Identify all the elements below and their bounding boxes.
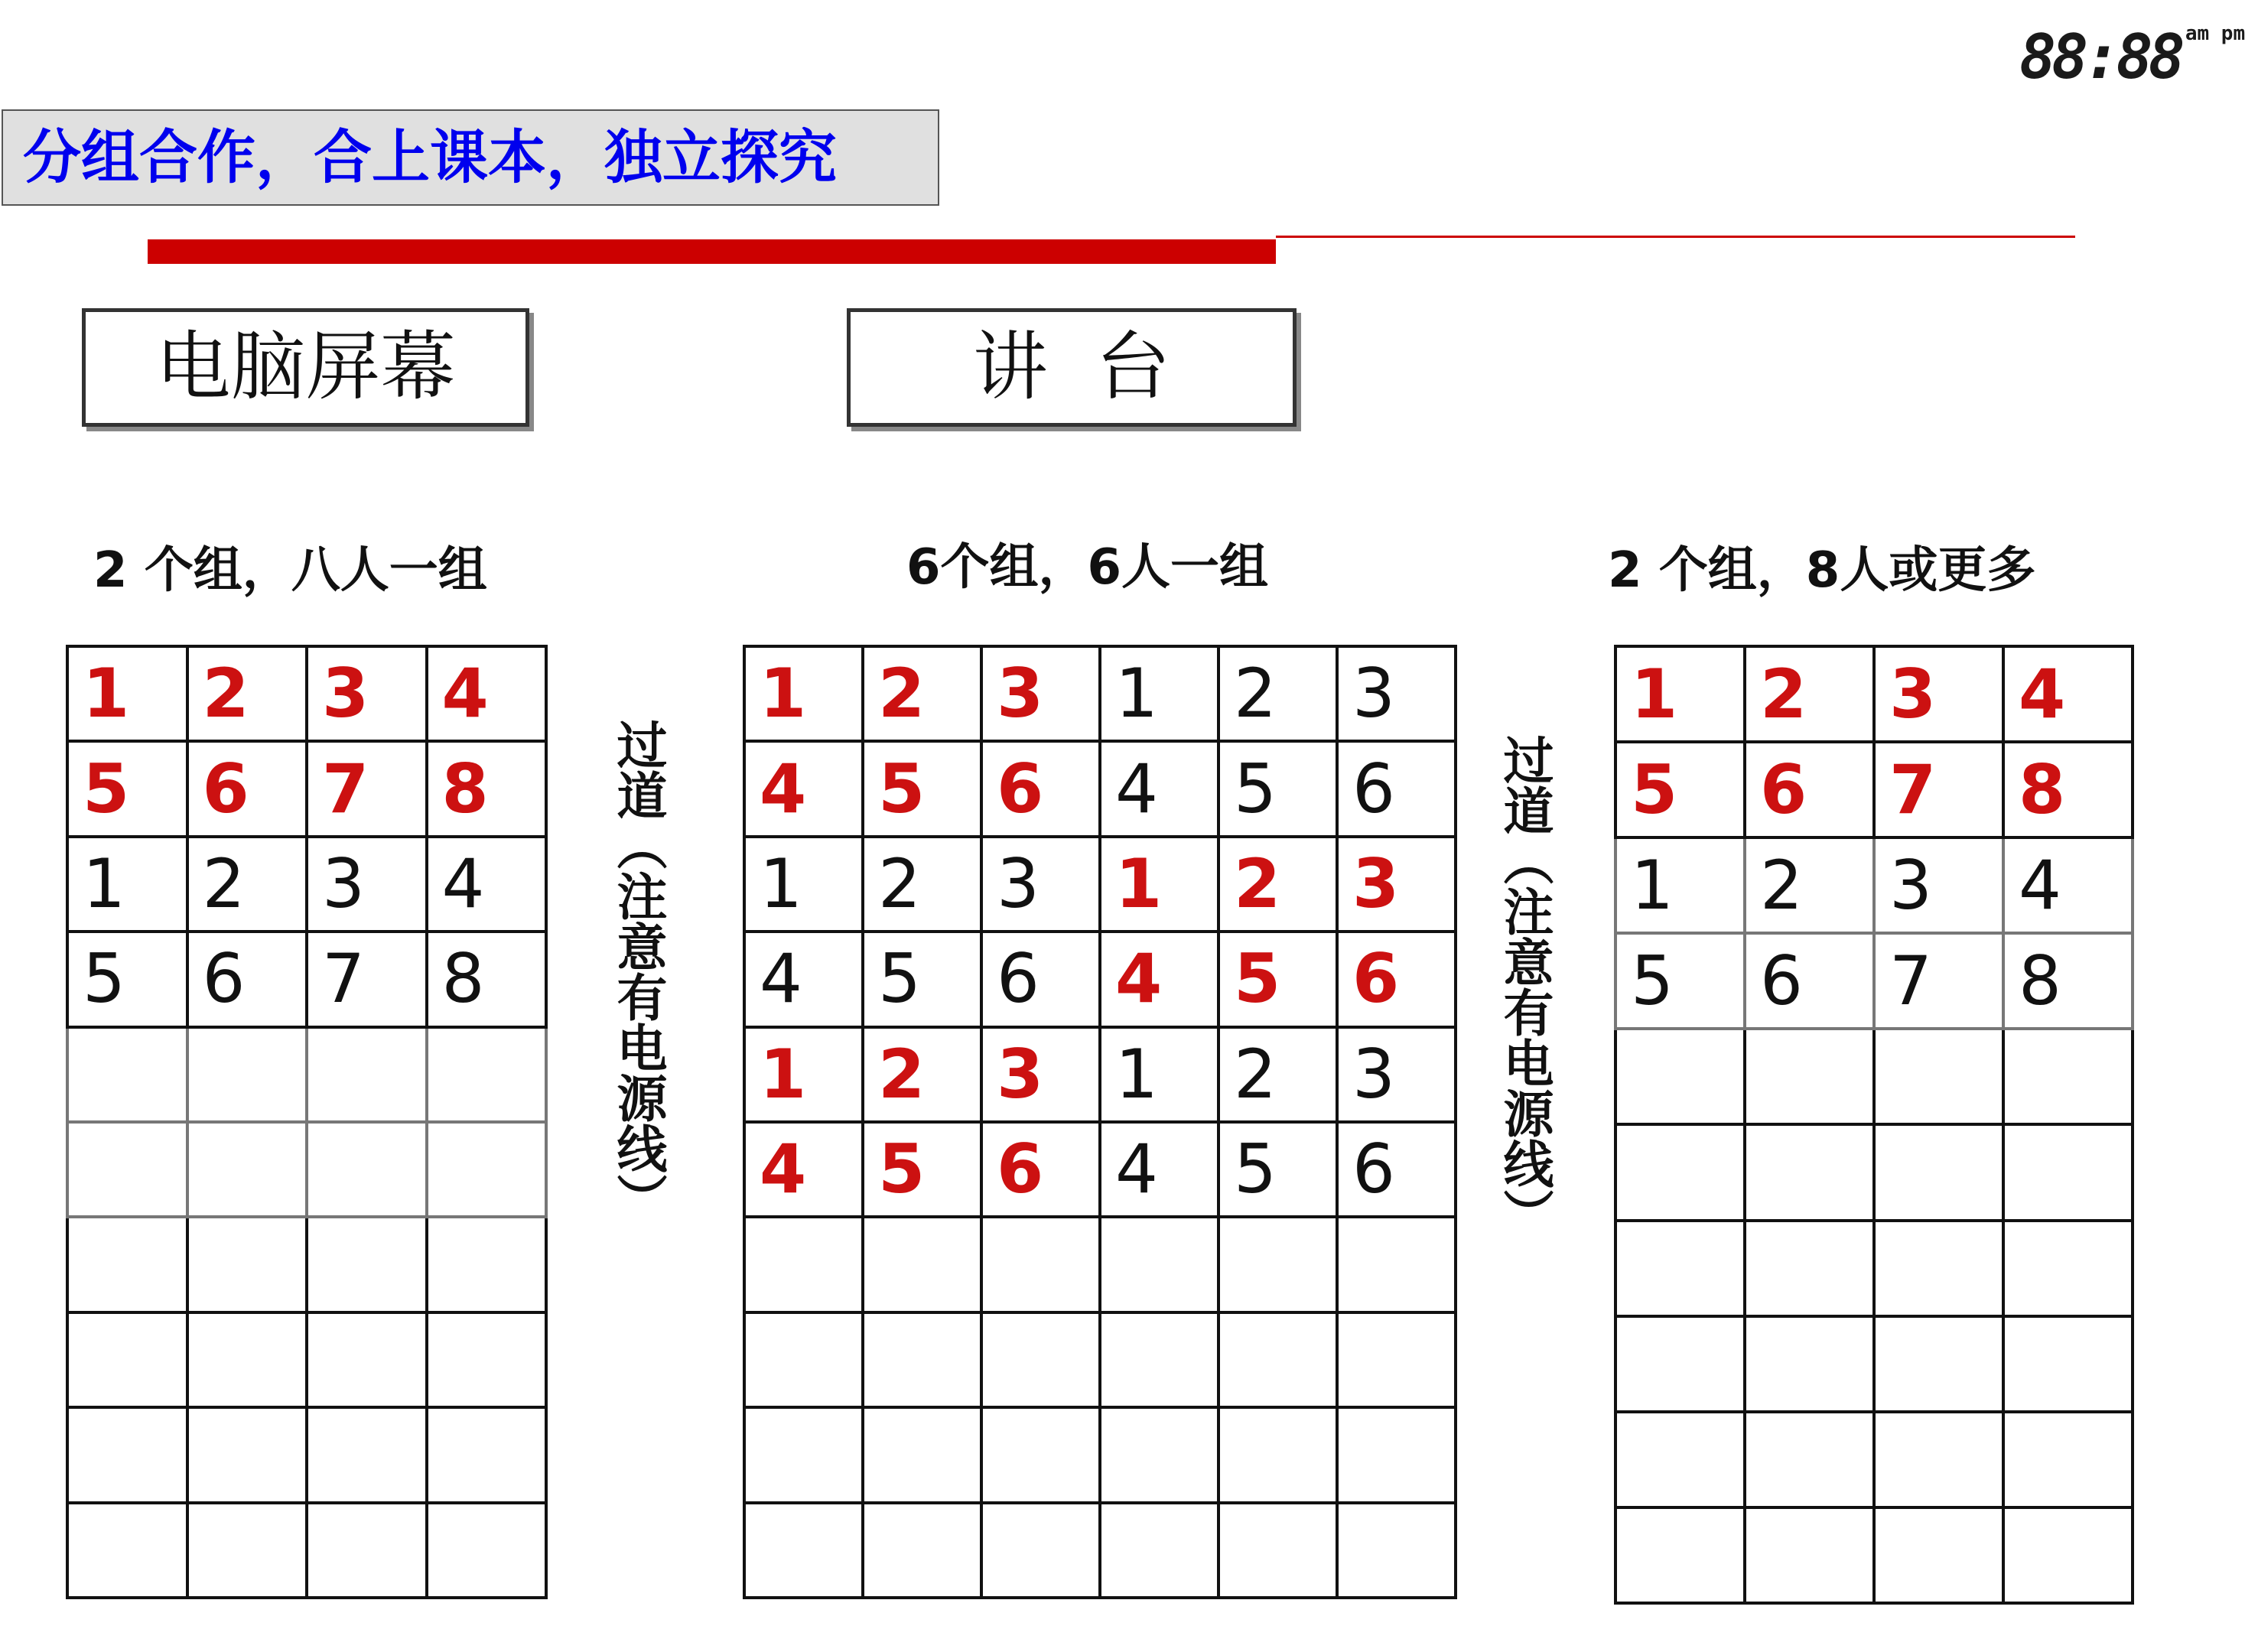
seat-cell [2003, 646, 2133, 742]
seat-cell [67, 1027, 187, 1122]
seat-cell [2003, 1221, 2133, 1316]
title-rule-thick [148, 239, 1276, 264]
seat-cell [187, 1312, 307, 1407]
seat-row [1615, 646, 2133, 742]
seat-row [67, 1122, 546, 1217]
seat-number: 4 [760, 749, 807, 828]
seat-number: 6 [997, 1130, 1044, 1209]
seat-cell [1615, 742, 1745, 837]
seat-cell [427, 837, 547, 932]
seat-cell [1100, 646, 1218, 741]
seat-cell [2003, 1029, 2133, 1124]
seat-cell [307, 932, 427, 1026]
seat-cell [981, 1503, 1100, 1598]
seat-cell [863, 1027, 981, 1122]
seat-cell [1100, 837, 1218, 932]
seat-number: 5 [1234, 939, 1281, 1019]
seat-cell [67, 1122, 187, 1217]
seat-number: 8 [441, 749, 489, 828]
seat-cell [187, 1027, 307, 1122]
seat-row [1615, 1221, 2133, 1316]
seat-row [67, 1503, 546, 1598]
seat-number: 1 [760, 844, 802, 923]
seat-number: 3 [322, 844, 365, 923]
seat-cell [1337, 932, 1456, 1026]
clock-ampm: am pm [2185, 22, 2245, 45]
seat-cell [1337, 646, 1456, 741]
seat-row [744, 1312, 1456, 1407]
seat-cell [187, 1122, 307, 1217]
seat-number: 3 [1352, 654, 1395, 733]
seat-cell [1100, 741, 1218, 836]
seat-number: 1 [1115, 654, 1158, 733]
seat-number: 5 [83, 939, 125, 1019]
seat-cell [863, 646, 981, 741]
seat-cell [187, 741, 307, 836]
seat-cell [1100, 1503, 1218, 1598]
seat-cell [427, 741, 547, 836]
caption-middle: 6个组，6人一组 [906, 539, 1269, 596]
seat-row [744, 1217, 1456, 1312]
seat-cell [1615, 1029, 1745, 1124]
seat-number: 1 [760, 1034, 807, 1114]
seat-row [1615, 1029, 2133, 1124]
seating-grid-left [66, 645, 548, 1599]
seat-number: 2 [878, 1034, 926, 1114]
seat-cell [1874, 1221, 2003, 1316]
title-banner [2, 109, 939, 206]
caption-right: 2 个组，8人或更多 [1608, 542, 2036, 599]
clock-display [2019, 21, 2245, 93]
seat-number: 8 [2019, 750, 2066, 829]
seat-number: 3 [997, 844, 1040, 923]
seat-cell [307, 837, 427, 932]
seat-cell [307, 1312, 427, 1407]
seat-cell [427, 1407, 547, 1502]
seat-cell [744, 741, 863, 836]
seat-cell [863, 1312, 981, 1407]
seat-cell [187, 932, 307, 1026]
seat-row [67, 837, 546, 932]
clock-time: 88:88 [2019, 21, 2181, 93]
seat-number: 7 [322, 939, 365, 1019]
seat-number: 5 [878, 749, 926, 828]
seat-cell [863, 932, 981, 1026]
seat-cell [307, 1122, 427, 1217]
seat-number: 3 [1889, 654, 1937, 733]
seat-cell [1745, 742, 1874, 837]
seat-cell [744, 837, 863, 932]
seat-cell [67, 932, 187, 1026]
seat-number: 4 [2019, 845, 2061, 925]
seat-number: 2 [202, 844, 246, 923]
seat-cell [427, 1312, 547, 1407]
seat-cell [67, 1217, 187, 1312]
seating-grid-middle [743, 645, 1457, 1599]
seat-cell [1337, 1407, 1456, 1502]
seat-cell [1337, 1312, 1456, 1407]
title-rule-thin [1276, 236, 2075, 238]
seat-cell [1337, 1503, 1456, 1598]
seat-row [744, 1027, 1456, 1122]
seat-cell [1615, 1507, 1745, 1603]
seat-cell [1874, 837, 2003, 933]
seat-cell [67, 1312, 187, 1407]
seat-cell [2003, 1412, 2133, 1507]
seat-row [744, 1503, 1456, 1598]
seat-cell [2003, 933, 2133, 1029]
seat-number: 5 [1631, 941, 1674, 1020]
seat-cell [67, 1503, 187, 1598]
seat-row [1615, 1124, 2133, 1220]
seat-cell [1745, 1029, 1874, 1124]
seat-number: 4 [2019, 654, 2066, 733]
seat-cell [1218, 1217, 1337, 1312]
seat-number: 3 [1352, 1034, 1395, 1114]
seat-cell [1745, 1412, 1874, 1507]
seat-cell [1615, 933, 1745, 1029]
seat-number: 5 [1631, 750, 1678, 829]
seat-cell [1218, 1027, 1337, 1122]
seat-number: 3 [322, 654, 369, 733]
seat-row [744, 837, 1456, 932]
seat-cell [1100, 1407, 1218, 1502]
seat-number: 6 [997, 939, 1040, 1019]
seat-cell [1615, 1412, 1745, 1507]
seat-cell [981, 1407, 1100, 1502]
seat-number: 2 [1234, 1034, 1277, 1114]
seat-cell [744, 1027, 863, 1122]
seat-number: 6 [997, 749, 1044, 828]
seat-cell [1100, 1217, 1218, 1312]
seat-cell [1218, 1122, 1337, 1217]
seat-number: 1 [1631, 654, 1678, 733]
seat-cell [187, 646, 307, 741]
seat-number: 2 [1234, 844, 1281, 923]
seat-cell [307, 1503, 427, 1598]
seat-number: 7 [1889, 750, 1937, 829]
seat-number: 3 [1352, 844, 1400, 923]
seat-cell [67, 1407, 187, 1502]
seat-cell [1218, 646, 1337, 741]
seat-number: 1 [83, 654, 130, 733]
seat-number: 2 [878, 844, 921, 923]
seat-cell [2003, 1316, 2133, 1412]
seat-number: 4 [760, 1130, 807, 1209]
seat-cell [744, 1122, 863, 1217]
seat-cell [427, 932, 547, 1026]
seat-row [1615, 1316, 2133, 1412]
seat-cell [2003, 1507, 2133, 1603]
seat-number: 4 [1115, 939, 1163, 1019]
seat-row [67, 1027, 546, 1122]
seat-row [67, 1312, 546, 1407]
seat-cell [863, 1407, 981, 1502]
seat-cell [1337, 1217, 1456, 1312]
seat-number: 4 [1115, 1130, 1158, 1209]
seat-cell [307, 1027, 427, 1122]
seat-cell [1100, 1312, 1218, 1407]
seat-cell [744, 932, 863, 1026]
seat-number: 1 [760, 654, 807, 733]
seat-cell [744, 1312, 863, 1407]
seat-cell [1218, 932, 1337, 1026]
seat-number: 5 [1234, 1130, 1277, 1209]
seat-number: 6 [1760, 750, 1807, 829]
seat-number: 1 [1115, 1034, 1158, 1114]
seat-cell [307, 741, 427, 836]
podium-text: 讲 台 [972, 324, 1171, 411]
seat-cell [1615, 1316, 1745, 1412]
seat-cell [1874, 1316, 2003, 1412]
seat-row [1615, 1507, 2133, 1603]
seat-cell [427, 1503, 547, 1598]
computer-screen-text: 电脑屏幕 [155, 324, 456, 411]
seat-cell [307, 1217, 427, 1312]
seat-cell [1100, 1027, 1218, 1122]
seat-number: 6 [202, 749, 249, 828]
seat-number: 4 [441, 654, 489, 733]
seat-cell [1615, 646, 1745, 742]
seat-cell [981, 1122, 1100, 1217]
seat-cell [981, 1312, 1100, 1407]
seat-cell [307, 1407, 427, 1502]
seat-cell [863, 1503, 981, 1598]
seat-number: 2 [202, 654, 249, 733]
seat-row [67, 1407, 546, 1502]
seat-cell [1615, 1124, 1745, 1220]
seat-number: 7 [1889, 941, 1932, 1020]
seat-cell [1745, 646, 1874, 742]
seat-cell [187, 837, 307, 932]
banner-text: 分组合作，合上课本，独立探究 [23, 123, 837, 191]
seat-row [744, 646, 1456, 741]
seat-cell [1615, 1221, 1745, 1316]
seat-number: 1 [83, 844, 125, 923]
seat-number: 5 [878, 939, 921, 1019]
seat-cell [744, 646, 863, 741]
seat-number: 1 [1115, 844, 1163, 923]
seat-cell [67, 741, 187, 836]
seat-number: 2 [1234, 654, 1277, 733]
seat-cell [1745, 1316, 1874, 1412]
seat-row [67, 932, 546, 1026]
seat-cell [981, 837, 1100, 932]
seat-number: 7 [322, 749, 369, 828]
seat-cell [1745, 1124, 1874, 1220]
seat-number: 2 [1760, 654, 1807, 733]
seat-cell [863, 1217, 981, 1312]
seat-number: 3 [1889, 845, 1932, 925]
seat-cell [1874, 646, 2003, 742]
seat-cell [427, 646, 547, 741]
seat-cell [744, 1217, 863, 1312]
seat-cell [1874, 1412, 2003, 1507]
seat-cell [2003, 1124, 2133, 1220]
seat-number: 4 [1115, 749, 1158, 828]
seat-number: 8 [2019, 941, 2061, 1020]
seat-cell [1337, 1122, 1456, 1217]
seat-row [1615, 742, 2133, 837]
seat-cell [1337, 837, 1456, 932]
seat-cell [187, 1503, 307, 1598]
seat-row [1615, 1412, 2133, 1507]
seat-row [744, 741, 1456, 836]
seat-row [744, 1407, 1456, 1502]
seat-cell [1218, 1312, 1337, 1407]
seat-cell [427, 1122, 547, 1217]
seat-row [1615, 933, 2133, 1029]
seat-number: 8 [441, 939, 485, 1019]
seat-cell [1874, 1507, 2003, 1603]
seat-number: 5 [83, 749, 130, 828]
seat-cell [1218, 741, 1337, 836]
seat-cell [981, 646, 1100, 741]
seat-number: 6 [1352, 939, 1400, 1019]
seat-cell [1337, 741, 1456, 836]
seat-row [1615, 837, 2133, 933]
seat-cell [744, 1407, 863, 1502]
seat-cell [1874, 933, 2003, 1029]
seat-number: 4 [760, 939, 802, 1019]
seat-cell [863, 837, 981, 932]
seat-cell [1218, 1503, 1337, 1598]
seat-number: 2 [878, 654, 926, 733]
seat-row [744, 932, 1456, 1026]
seat-number: 2 [1760, 845, 1803, 925]
seat-cell [981, 932, 1100, 1026]
seat-cell [1874, 1029, 2003, 1124]
seat-cell [744, 1503, 863, 1598]
seat-number: 3 [997, 1034, 1044, 1114]
seat-number: 5 [878, 1130, 926, 1209]
seat-cell [1745, 1221, 1874, 1316]
seating-grid-right [1614, 645, 2134, 1605]
seat-row [744, 1122, 1456, 1217]
seat-number: 5 [1234, 749, 1277, 828]
seat-cell [187, 1407, 307, 1502]
seat-row [67, 741, 546, 836]
seat-number: 1 [1631, 845, 1674, 925]
seat-number: 4 [441, 844, 485, 923]
seat-cell [2003, 837, 2133, 933]
seat-cell [863, 1122, 981, 1217]
seat-cell [67, 837, 187, 932]
seat-cell [981, 1027, 1100, 1122]
seat-number: 6 [1760, 941, 1803, 1020]
seat-number: 6 [202, 939, 246, 1019]
seat-cell [1218, 1407, 1337, 1502]
seat-cell [1874, 742, 2003, 837]
seat-cell [1337, 1027, 1456, 1122]
seat-number: 3 [997, 654, 1044, 733]
seat-cell [427, 1217, 547, 1312]
seat-cell [981, 741, 1100, 836]
seat-cell [1745, 933, 1874, 1029]
seat-cell [67, 646, 187, 741]
seat-number: 6 [1352, 1130, 1395, 1209]
podium-label [847, 308, 1297, 427]
seat-cell [1615, 837, 1745, 933]
seat-cell [307, 646, 427, 741]
computer-screen-label [82, 308, 529, 427]
seat-cell [1100, 932, 1218, 1026]
seat-cell [863, 741, 981, 836]
aisle-label-right: 过道（注意有电源线） [1495, 734, 1554, 1239]
seat-number: 6 [1352, 749, 1395, 828]
seat-cell [1218, 837, 1337, 932]
seat-cell [1745, 837, 1874, 933]
seat-cell [187, 1217, 307, 1312]
seat-cell [1100, 1122, 1218, 1217]
seat-row [67, 646, 546, 741]
seat-cell [1745, 1507, 1874, 1603]
seat-cell [981, 1217, 1100, 1312]
seat-cell [2003, 742, 2133, 837]
aisle-label-left: 过道（注意有电源线） [608, 719, 668, 1224]
seat-cell [427, 1027, 547, 1122]
seat-row [67, 1217, 546, 1312]
caption-left: 2 个组，八人一组 [93, 542, 487, 599]
seat-cell [1874, 1124, 2003, 1220]
